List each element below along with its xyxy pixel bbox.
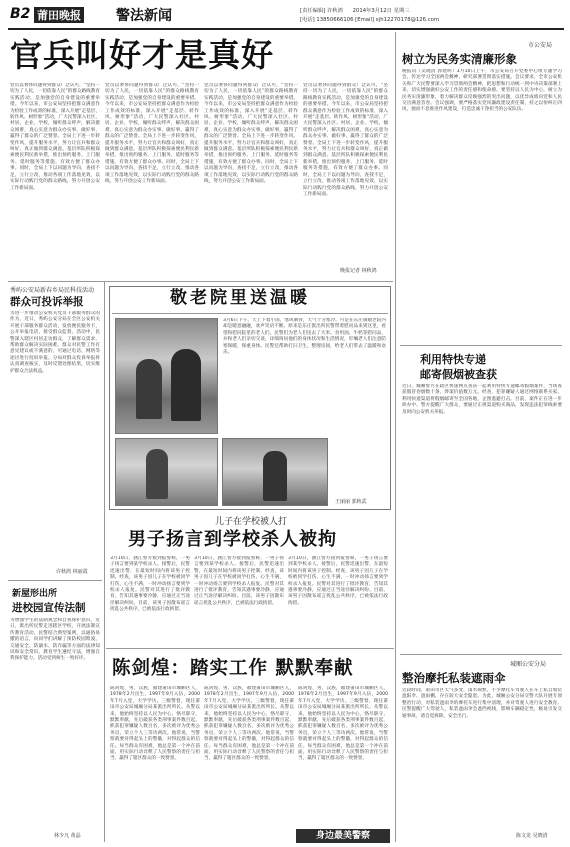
lead-body-col2: 党员以奢侈问题得到群众广泛认可，“坚持一切为了人民，一切依靠人民”的群众路线教育实践活动，是加强党的自身建设的重要举措。今年以来，市公安局坚持把群众满意作为检验工作成效的标准，深入开展“走基层、转作风、树形象”活动，广大民警深入社区、村居、企业、学校，倾听群众呼声，解决群众困难，真心实意为群众办实事、做好事，赢得了群众的广泛赞誉。全局上下进一步转变作风，提升服务水平，努力让官兵和群众叫好，真正做到群众满意。基层所队积极探索便民利民新举措，推出预约服务、上门服务、延时服务等措施，有效方便了群众办事。同时，全局上下以问题为导向，查找不足，立行立改，推动各项工作落地见效，以实际行动践行党的群众路线，努力开创公安工作新局面。 — [105, 83, 199, 185]
bottom-footer-band — [296, 829, 390, 843]
right-mid-body: 近日，城厢警方在辖区快递网点查获一起利用特快专递邮寄假烟案件，当场查获假冒卷烟数十条，涉案价值数万元。经查，犯罪嫌疑人通过网络联系买家，利用快递渠道将假烟邮寄至全国各地，企图逃避打击。目前，案件正在进一步侦办中。警方提醒广大群众，要通过正规渠道购买商品，发现违法犯罪线索要及时向公安机关举报。 — [402, 384, 562, 415]
header-rule — [8, 28, 564, 30]
bottom-body-col2: 陈剑煌，男，汉族，福建莆田市城厢区人，1978年2月出生，1997年9月入伍，2000年7月入党，大学学历。三级警督，现任莆田市公安局城厢分局某派出所所长。从警以来，他始终坚持以人民为中心，恪尽职守，默默奉献，先后破获各类刑事案件数百起，抓获犯罪嫌疑人数百名，多次被评为优秀公务员，荣立个人三等功两次。他常说，当警察就要对得起头上的警徽，对得起群众的信任。每当群众有困难，他总是第一个冲在前面，用实际行动诠释了人民警察的责任与担当，赢得了辖区群众的一致赞誉。 — [204, 686, 294, 762]
right-mid-title2: 邮寄假烟被查获 — [420, 368, 497, 381]
col1-rule — [8, 580, 102, 581]
lead-rule — [8, 281, 393, 282]
right-bottom-kicker: 城厢公安分局 — [510, 661, 547, 668]
photo-figure — [146, 449, 168, 499]
right-mid-rule — [400, 654, 562, 655]
contact-line: [电话] 13850666106 [Email] xjh12270178@126.com — [300, 17, 440, 23]
mid-headline: 男子扬言到学校杀人被拘 — [128, 529, 337, 550]
col1-title2: 群众可投诉举报 — [10, 296, 84, 308]
paper-logo: 莆田晚报 — [34, 7, 84, 23]
col1-byline1: 许秋鸿 林丽霞 — [56, 569, 88, 575]
page-header — [0, 0, 570, 34]
section-title: 警法新闻 — [116, 8, 172, 24]
banner-title-rule — [112, 313, 388, 314]
page-number: B2 — [10, 6, 31, 22]
col1-body2: 为增强学生的法制观念和自我保护意识，近日，派出所民警走进辖区学校，开展法制宣传教育活动。民警结合典型案例，以通俗易懂的语言，向同学们讲解了预防校园欺凌、交通安全、防溺水、防诈骗等方面的法律知识和安全常识，教育学生遵纪守法，增强自我保护能力。活动受到师生一致好评。 — [10, 618, 100, 662]
banner-title: 敬老院里送温暖 — [170, 288, 310, 308]
right-top-body: 晚报讯（吴晓清 郭建明）3月10日上午，市公安局召开党委中心组专题学习会，传达学习全国两会精神，研究部署贯彻落实措施。会议要求，全市公安机关和广大民警要深入学习贯彻两会精神，把思想和行动统一到中央决策部署上来，切实增强做好公安工作的责任感和使命感。要坚持以人民为中心，树立为民务实清廉形象，着力解决群众反映强烈的突出问题，以优异成绩向党和人民交出满意答卷。会议强调，要严格落实党风廉政建设责任制，持之以恒纠正四风，驰而不息推进作风建设，打造忠诚干净担当的公安队伍。 — [402, 69, 562, 113]
date-text: 2014年3月12日 星期三 — [352, 8, 410, 14]
lead-byline: 晚报记者 林秋鸿 — [340, 268, 377, 274]
col1-byline2: 林少凡 黄晶 — [54, 833, 81, 839]
col1-title1: 秀屿公安局新春乡局民科技活动 — [10, 287, 95, 294]
banner-photo-3 — [222, 438, 328, 506]
editor-text: [责任编辑] 许秋鸿 — [300, 8, 343, 14]
right-column-rule — [395, 32, 396, 842]
right-bottom-byline: 陈文龙 吴晓清 — [516, 833, 548, 839]
col1-body1: 为进一步推动公安机关党员干部服务群众的作为，近日，秀屿公安分局在全区公安机关开展干部服务群众活动，发放便民服务卡，公开举报电话，接受群众监督。活动中，民警深入辖区村居走访群众，了解群众需求，帮助群众解决实际困难。群众对民警工作有意见建议或不满意的，可通过电话、网络等途径进行投诉举报。分局对群众投诉举报将认真调查核实，及时反馈处理结果，切实维护群众合法权益。 — [10, 311, 100, 374]
banner-photo-1 — [115, 318, 218, 434]
lead-body: 党员以奢侈问题得到群众广泛认可，“坚持一切为了人民，一切依靠人民”的群众路线教育实践活动，是加强党的自身建设的重要举措。今年以来，市公安局坚持把群众满意作为检验工作成效的标准，深入开展“走基层、转作风、树形象”活动，广大民警深入社区、村居、企业、学校，倾听群众呼声，解决群众困难，真心实意为群众办实事、做好事，赢得了群众的广泛赞誉。全局上下进一步转变作风，提升服务水平，努力让官兵和群众叫好，真正做到群众满意。基层所队积极探索便民利民新举措，推出预约服务、上门服务、延时服务等措施，有效方便了群众办事。同时，全局上下以问题为导向，查找不足，立行立改，推动各项工作落地见效，以实际行动践行党的群众路线，努力开创公安工作新局面。 — [10, 83, 100, 191]
photo-figure — [171, 349, 201, 421]
mid-body: 3月10日，涵江警方接到报警称，一男子扬言要到某学校杀人。接警后，民警迅速出警，在最短时间内将该男子控制。经查，该男子因儿子在学校被同学打伤，心生不满，一时冲动扬言要到学校杀人报复。民警对其进行了批评教育，告知其遇事要冷静，应通过正当途径解决纠纷。目前，该男子因散布谣言扰乱公共秩序，已被依法行政拘留。 — [110, 556, 190, 613]
photo-figure — [263, 451, 287, 501]
right-bottom-title: 整治摩托私装遮雨伞 — [402, 671, 506, 685]
col1-title4: 进校园宣传法制 — [12, 602, 86, 614]
right-top-title: 树立为民务实清廉形象 — [402, 52, 517, 66]
bottom-footer-label: 身边最美警察 — [315, 831, 370, 841]
col1-title3: 新屋形出所 — [12, 589, 58, 599]
right-top-kicker: 市公安局 — [528, 42, 553, 49]
lead-headline: 官兵叫好才是真好 — [10, 36, 275, 74]
mid-kicker: 儿子在学校被人打 — [215, 517, 288, 527]
editor-line — [300, 6, 410, 14]
photo-figure — [136, 359, 162, 419]
right-bottom-body: 近段时间，莆田市区天气多变，雨水频繁，不少摩托车驾驶人在车上私自加装遮阳伞、遮雨棚，存在较大安全隐患。为此，城厢公安分局交警大队开展专项整治行动，对私装遮雨伞的摩托车进行集中清理，并对驾驶人进行安全教育。民警提醒广大驾驶人，私装遮雨伞会遮挡视线，影响车辆稳定性，极易引发交通事故，请自觉拆除，安全出行。 — [402, 688, 562, 719]
mid-body-col2: 3月10日，涵江警方接到报警称，一男子扬言要到某学校杀人。接警后，民警迅速出警，在最短时间内将该男子控制。经查，该男子因儿子在学校被同学打伤，心生不满，一时冲动扬言要到学校杀人报复。民警对其进行了批评教育，告知其遇事要冷静，应通过正当途径解决纠纷。目前，该男子因散布谣言扰乱公共秩序，已被依法行政拘留。 — [194, 556, 284, 606]
lead-body-col3: 党员以奢侈问题得到群众广泛认可，“坚持一切为了人民，一切依靠人民”的群众路线教育实践活动，是加强党的自身建设的重要举措。今年以来，市公安局坚持把群众满意作为检验工作成效的标准，深入开展“走基层、转作风、树形象”活动，广大民警深入社区、村居、企业、学校，倾听群众呼声，解决群众困难，真心实意为群众办实事、做好事，赢得了群众的广泛赞誉。全局上下进一步转变作风，提升服务水平，努力让官兵和群众叫好，真正做到群众满意。基层所队积极探索便民利民新举措，推出预约服务、上门服务、延时服务等措施，有效方便了群众办事。同时，全局上下以问题为导向，查找不足，立行立改，推动各项工作落地见效，以实际行动践行党的群众路线，努力开创公安工作新局面。 — [204, 83, 298, 185]
mid-rule — [106, 648, 394, 649]
bottom-headline: 陈剑煌：踏实工作 默默奉献 — [112, 658, 354, 679]
col1-divider — [104, 282, 105, 842]
banner-photo-2 — [115, 438, 218, 506]
lead-body-col4: 党员以奢侈问题得到群众广泛认可，“坚持一切为了人民，一切依靠人民”的群众路线教育实践活动，是加强党的自身建设的重要举措。今年以来，市公安局坚持把群众满意作为检验工作成效的标准，深入开展“走基层、转作风、树形象”活动，广大民警深入社区、村居、企业、学校，倾听群众呼声，解决群众困难，真心实意为群众办实事、做好事，赢得了群众的广泛赞誉。全局上下进一步转变作风，提升服务水平，努力让官兵和群众叫好，真正做到群众满意。基层所队积极探索便民利民新举措，推出预约服务、上门服务、延时服务等措施，有效方便了群众办事。同时，全局上下以问题为导向，查找不足，立行立改，推动各项工作落地见效，以实际行动践行党的群众路线，努力开创公安工作新局面。 — [303, 83, 388, 197]
mid-body-col3: 3月10日，涵江警方接到报警称，一男子扬言要到某学校杀人。接警后，民警迅速出警，在最短时间内将该男子控制。经查，该男子因儿子在学校被同学打伤，心生不满，一时冲动扬言要到学校杀人报复。民警对其进行了批评教育，告知其遇事要冷静，应通过正当途径解决纠纷。目前，该男子因散布谣言扰乱公共秩序，已被依法行政拘留。 — [288, 556, 388, 606]
banner-byline: 王丽丽 郭秋武 — [335, 499, 367, 505]
right-mid-title: 利用特快专递 — [420, 353, 486, 366]
bottom-body-col3: 陈剑煌，男，汉族，福建莆田市城厢区人，1978年2月出生，1997年9月入伍，2000年7月入党，大学学历。三级警督，现任莆田市公安局城厢分局某派出所所长。从警以来，他始终坚持以人民为中心，恪尽职守，默默奉献，先后破获各类刑事案件数百起，抓获犯罪嫌疑人数百名，多次被评为优秀公务员，荣立个人三等功两次。他常说，当警察就要对得起头上的警徽，对得起群众的信任。每当群众有困难，他总是第一个冲在前面，用实际行动诠释了人民警察的责任与担当，赢得了辖区群众的一致赞誉。 — [298, 686, 388, 762]
bottom-body: 陈剑煌，男，汉族，福建莆田市城厢区人，1978年2月出生，1997年9月入伍，2000年7月入党，大学学历。三级警督，现任莆田市公安局城厢分局某派出所所长。从警以来，他始终坚持以人民为中心，恪尽职守，默默奉献，先后破获各类刑事案件数百起，抓获犯罪嫌疑人数百名，多次被评为优秀公务员，荣立个人三等功两次。他常说，当警察就要对得起头上的警徽，对得起群众的信任。每当群众有困难，他总是第一个冲在前面，用实际行动诠释了人民警察的责任与担当，赢得了辖区群众的一致赞誉。 — [110, 686, 200, 762]
right-top-rule — [400, 345, 562, 346]
banner-body: 3月6日下午，天上下着小雨，寒风刺骨，天气十分寒冷。可是在东庄镇敬老院内却是暖意融融，欢声笑语不断。原来是东庄派出所民警带着慰问品来到这里，看望和慰问院里的老人们。民警们为老人们送去了大米、食用油、牛奶等慰问品，并和老人们亲切交谈，详细询问他们的身体状况和生活情况，叮嘱老人们注意防寒保暖，保重身体。民警还帮助打扫卫生，整理房间，给老人们带去了温暖和欢乐。 — [223, 318, 386, 356]
